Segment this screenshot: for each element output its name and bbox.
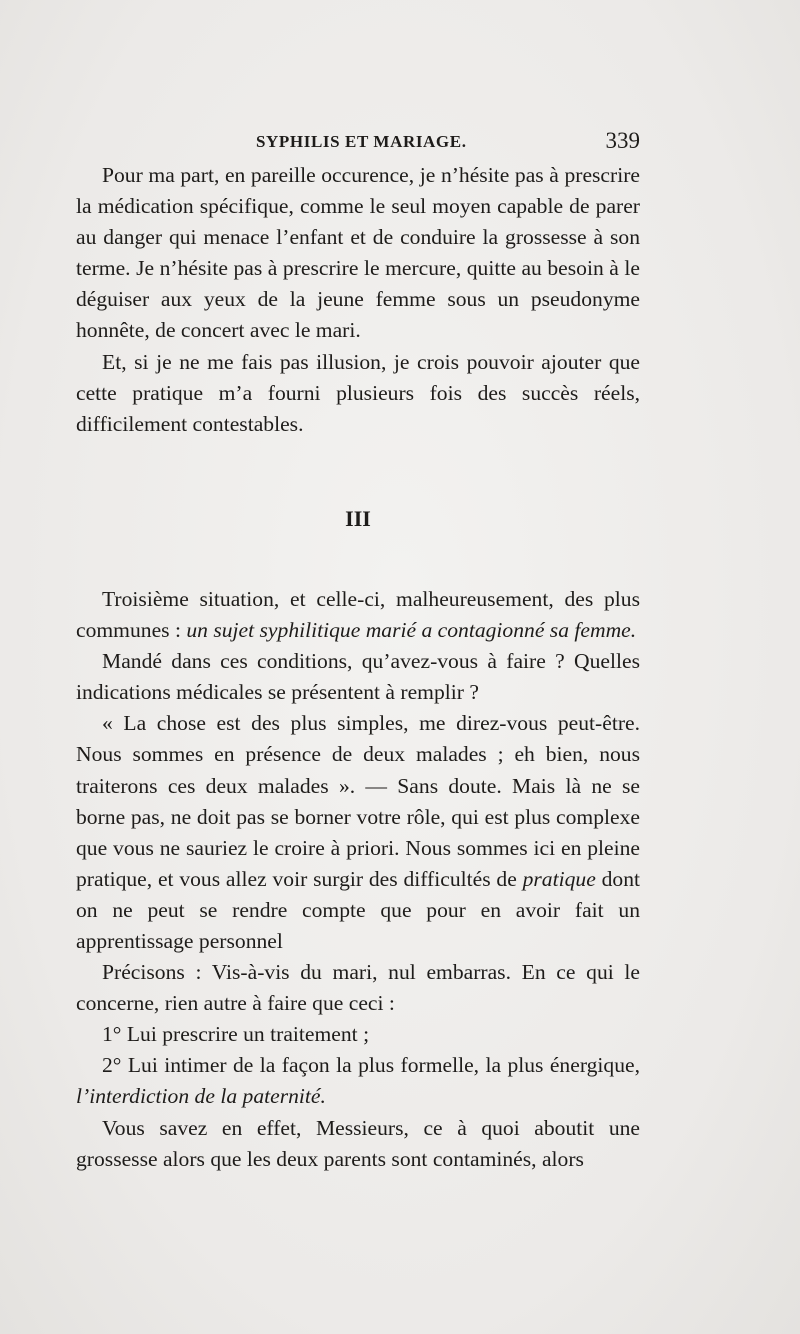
paragraph-9: Vous savez en effet, Messieurs, ce à quoi aboutit une grossesse alors que les deux parents sont contaminés, alors: [76, 1115, 640, 1171]
page-header: [76, 128, 640, 158]
paragraph-3: [76, 584, 640, 646]
paragraph-5-text-start: « La chose est des plus simples, me direz-vous peut-être. Nous sommes en présence de deux malades ; eh bien, nous traiterons ces deux malades ». — Sans doute. Mais là ne se borne pas, ne doit pas se borner votre rôle, qui est plus complexe que vous ne sauriez le croire à priori. Nous sommes ici en pleine pratique, et vous allez voir surgir des difficultés de: [76, 711, 640, 891]
paragraph-3-text: Troisième situation, et celle-ci, malheureusement, des plus communes :: [76, 586, 640, 643]
list-item-2-emphasis: l’interdiction de la paternité.: [76, 1084, 326, 1109]
running-title: SYPHILIS ET MARIAGE.: [256, 132, 467, 151]
page-body: [76, 160, 640, 1175]
paragraph-1: Pour ma part, en pareille occurence, je n’hésite pas à prescrire la médication spécifique, comme le seul moyen capable de parer au danger qui menace l’enfant et de conduire la grossesse à son terme. Je n’hésite pas à prescrire le mercure, quitte au besoin à le déguiser aux yeux de la jeune femme sous un pseudonyme honnête, de concert avec le mari.: [76, 163, 640, 343]
section-heading: III: [345, 505, 371, 531]
list-item-1: 1° Lui prescrire un traitement ;: [102, 1022, 370, 1047]
paragraph-5: [76, 708, 640, 957]
paragraph-2: Et, si je ne me fais pas illusion, je crois pouvoir ajouter que cette pratique m’a fourni plusieurs fois des succès réels, difficilement contestables.: [76, 349, 640, 436]
list-item-2-text: 2° Lui intimer de la façon la plus formelle, la plus énergique,: [102, 1053, 640, 1078]
paragraph-5-text-end: dont on ne peut se rendre compte que pour en avoir fait un apprentissage personnel: [76, 866, 640, 953]
page-number: 339: [605, 128, 640, 153]
paragraph-3-emphasis: un sujet syphilitique marié a contagionné sa femme.: [186, 618, 637, 643]
paragraph-4: Mandé dans ces conditions, qu’avez-vous à faire ? Quelles indications médicales se présentent à remplir ?: [76, 649, 640, 705]
list-item-2: [76, 1050, 640, 1112]
paragraph-5-emphasis: pratique: [522, 866, 596, 891]
paragraph-6: Précisons : Vis-à-vis du mari, nul embarras. En ce qui le concerne, rien autre à faire que ceci :: [76, 960, 640, 1016]
